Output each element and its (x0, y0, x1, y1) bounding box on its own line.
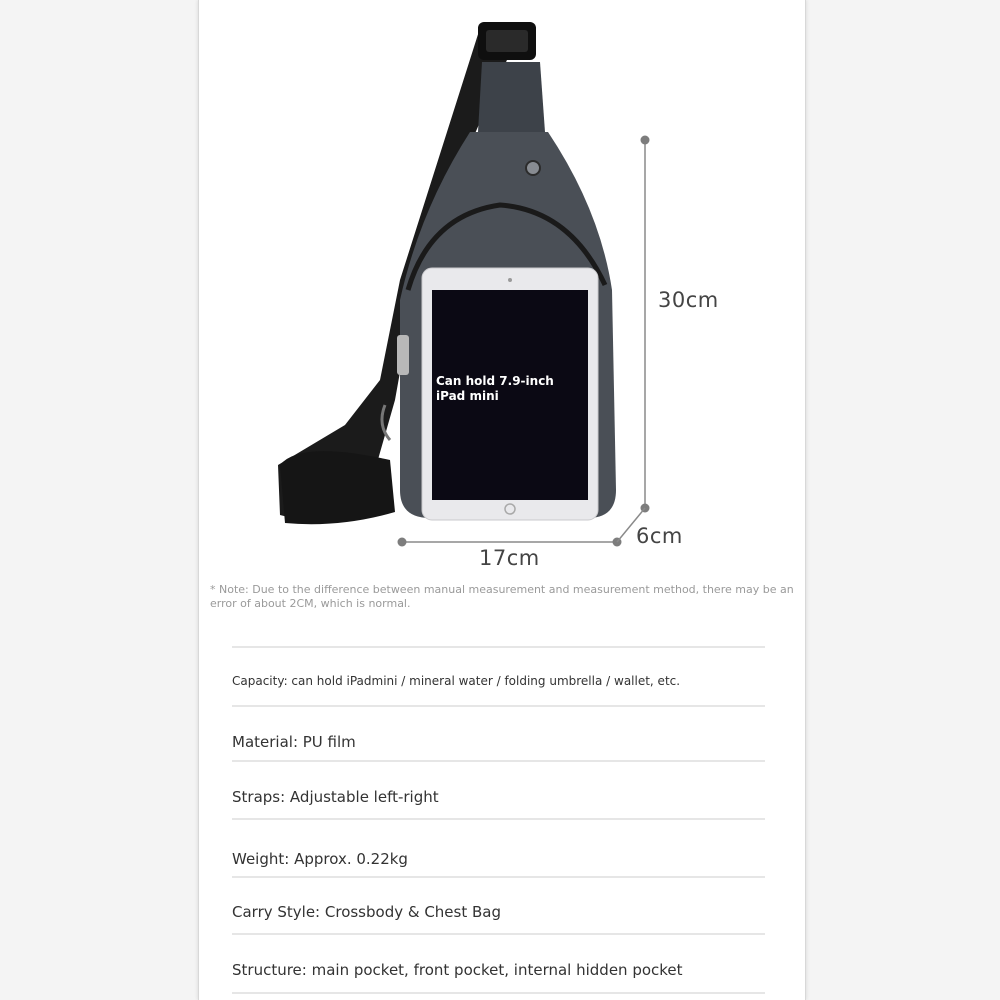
spec-weight: Weight: Approx. 0.22kg (232, 850, 408, 868)
earphone-port (526, 161, 540, 175)
spec-straps: Straps: Adjustable left-right (232, 788, 439, 806)
spec-divider (232, 760, 765, 762)
spec-capacity: Capacity: can hold iPadmini / mineral water / folding umbrella / wallet, etc. (232, 674, 681, 688)
depth-label: 6cm (636, 524, 683, 548)
spec-divider (232, 876, 765, 878)
spec-material: Material: PU film (232, 733, 356, 751)
spec-divider (232, 705, 765, 707)
upper-strap (478, 62, 545, 132)
spec-divider (232, 992, 765, 994)
spec-divider (232, 818, 765, 820)
ipad-capacity-caption: Can hold 7.9-inch iPad mini (436, 374, 554, 403)
measurement-note: * Note: Due to the difference between manual measurement and measurement method, there may be an error of about 2CM, which is normal. (210, 583, 794, 610)
strap-loop (280, 451, 395, 524)
spec-divider (232, 646, 765, 648)
spec-structure: Structure: main pocket, front pocket, internal hidden pocket (232, 961, 683, 979)
height-label: 30cm (658, 288, 719, 312)
spec-divider (232, 933, 765, 935)
spec-carry-style: Carry Style: Crossbody & Chest Bag (232, 903, 502, 921)
width-label: 17cm (479, 546, 540, 570)
